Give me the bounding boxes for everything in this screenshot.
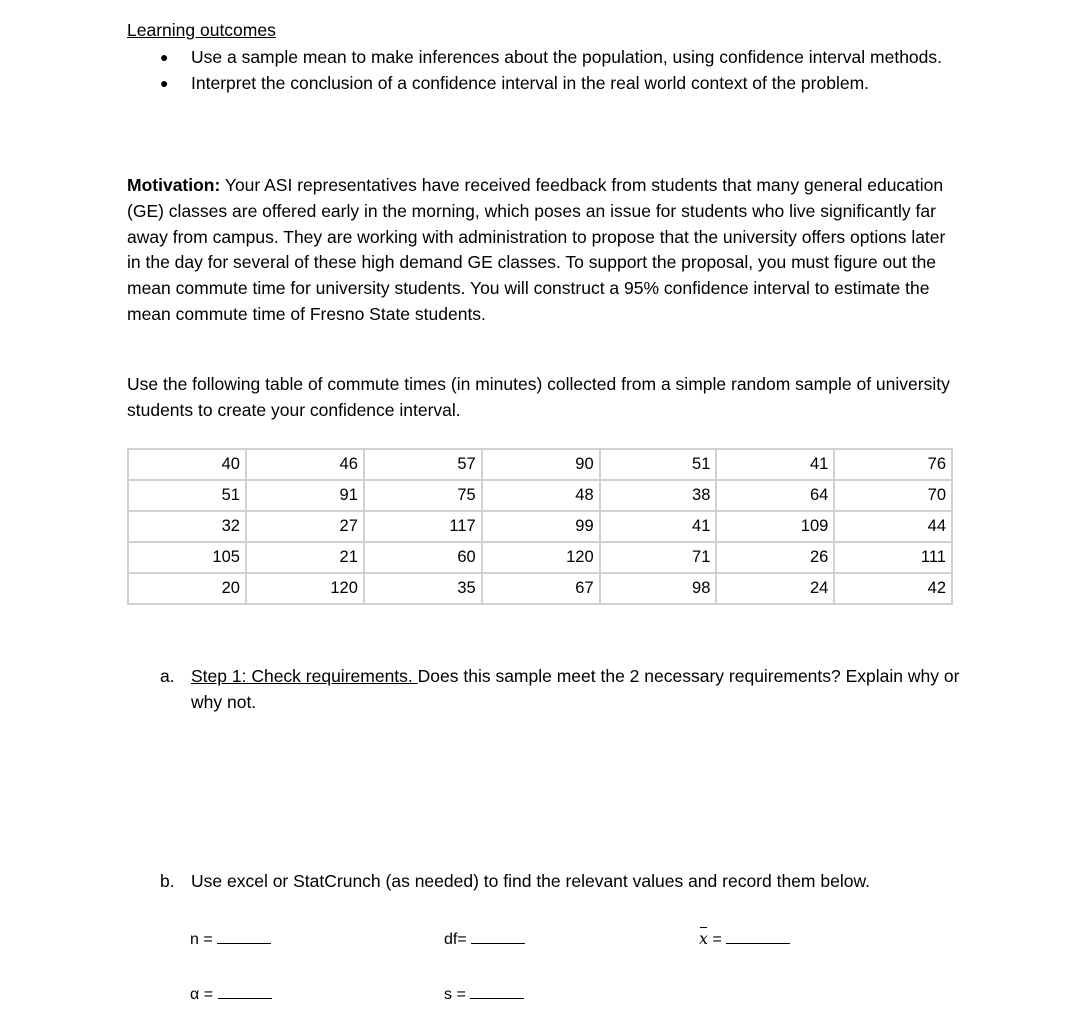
table-cell: 44 [834, 511, 952, 542]
alpha-blank[interactable] [218, 984, 272, 999]
table-cell: 64 [716, 480, 834, 511]
table-cell: 105 [128, 542, 246, 573]
table-cell: 99 [482, 511, 600, 542]
table-cell: 35 [364, 573, 482, 604]
commute-times-table [127, 448, 953, 605]
bullet-icon: ● [160, 75, 169, 91]
table-cell: 120 [482, 542, 600, 573]
table-cell: 70 [834, 480, 952, 511]
table-cell: 32 [128, 511, 246, 542]
table-cell: 24 [716, 573, 834, 604]
table-row [128, 480, 952, 511]
table-cell: 21 [246, 542, 364, 573]
table-cell: 67 [482, 573, 600, 604]
table-cell: 38 [600, 480, 717, 511]
table-cell: 42 [834, 573, 952, 604]
xbar-blank[interactable] [726, 929, 790, 944]
s-field [444, 984, 524, 1004]
question-letter: b. [160, 871, 175, 891]
table-cell: 117 [364, 511, 482, 542]
table-cell: 76 [834, 449, 952, 480]
s-blank[interactable] [470, 984, 524, 999]
table-cell: 26 [716, 542, 834, 573]
n-field [190, 929, 271, 949]
table-cell: 60 [364, 542, 482, 573]
df-blank[interactable] [471, 929, 525, 944]
xbar-label: = [708, 931, 722, 948]
table-cell: 75 [364, 480, 482, 511]
bullet-icon: ● [160, 49, 169, 65]
learning-outcomes-list [160, 44, 960, 96]
table-cell: 120 [246, 573, 364, 604]
table-cell: 41 [716, 449, 834, 480]
df-label: df= [444, 931, 467, 948]
table-cell: 71 [600, 542, 717, 573]
table-cell: 27 [246, 511, 364, 542]
table-cell: 98 [600, 573, 717, 604]
table-intro: Use the following table of commute times (in minutes) collected from a simple random sample of university students to create your confidence interval. [127, 374, 950, 420]
table-cell: 111 [834, 542, 952, 573]
outcome-item: ● Interpret the conclusion of a confidence interval in the real world context of the problem. [160, 70, 960, 96]
outcome-item: ● Use a sample mean to make inferences about the population, using confidence interval methods. [160, 44, 960, 70]
table-cell: 20 [128, 573, 246, 604]
question-text: Does this sample meet the 2 necessary requirements? Explain why or why not. [191, 666, 960, 712]
motivation-paragraph [127, 173, 957, 328]
table-row [128, 573, 952, 604]
table-row [128, 449, 952, 480]
table-cell: 48 [482, 480, 600, 511]
question-b [160, 871, 960, 892]
table-cell: 46 [246, 449, 364, 480]
n-blank[interactable] [217, 929, 271, 944]
table-cell: 40 [128, 449, 246, 480]
df-field [444, 929, 525, 949]
table-row [128, 542, 952, 573]
table-cell: 57 [364, 449, 482, 480]
question-letter: a. [160, 666, 175, 686]
table-cell: 91 [246, 480, 364, 511]
n-label: n = [190, 931, 213, 948]
step-label: Step 1: Check requirements. [191, 666, 418, 686]
table-cell: 41 [600, 511, 717, 542]
xbar-symbol: x [699, 929, 709, 948]
motivation-label: Motivation: [127, 175, 221, 195]
question-a [160, 664, 960, 716]
learning-outcomes-heading: Learning outcomes [127, 20, 276, 40]
table-cell: 109 [716, 511, 834, 542]
table-cell: 90 [482, 449, 600, 480]
xbar-field [699, 929, 790, 949]
question-text: Use excel or StatCrunch (as needed) to find the relevant values and record them below. [191, 871, 870, 891]
s-label: s = [444, 986, 466, 1003]
motivation-text: Your ASI representatives have received feedback from students that many general education (GE) classes are offered early in the morning, which poses an issue for students who live significantly far away from campus. They are working with administration to propose that the university offers options later in the day for several of these high demand GE classes. To support the proposal, you must figure out the mean commute time for university students. You will construct a 95% confidence interval to estimate the mean commute time of Fresno State students. [127, 175, 946, 324]
table-cell: 51 [128, 480, 246, 511]
alpha-label: α = [190, 986, 214, 1003]
alpha-field [190, 984, 272, 1004]
table-cell: 51 [600, 449, 717, 480]
table-row [128, 511, 952, 542]
